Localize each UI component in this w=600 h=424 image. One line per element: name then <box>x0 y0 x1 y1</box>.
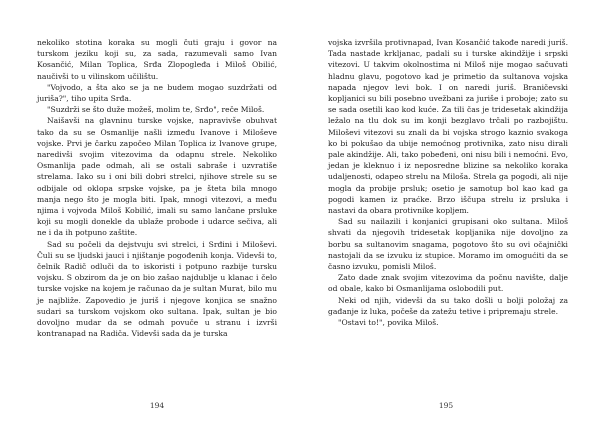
paragraph: "Suzdrži se što duže možeš, molim te, Srđo", reče Miloš. <box>47 105 265 115</box>
paragraph: "Vojvodo, a šta ako se ja ne budem mogao suzdržati od juriša?", tiho upita Srđa. <box>37 82 277 104</box>
page-number-left: 194 <box>149 401 165 410</box>
paragraph: Sad su nailazili i konjanici grupisani oko sultana. Miloš shvati da njegovih tridesetak kopljanika nije dovoljno za borbu sa sultanovim snagama, pogotovo što su ovi očajnički nastojali da se izvuku iz stupice. Moramo im omogućiti da se časno izvuku, pomisli Miloš. <box>328 217 568 272</box>
paragraph: vojska izvršila protivnapad, Ivan Kosančić takođe naredi juriš. Tada nastade krkljanac, padali su i turske akindžije i srpski vitezovi. U takvim okolnostima ni Miloš nije mogao sačuvati hladnu glavu, pogotovo kad je primetio da sultanova vojska napada njegov levi bok. I on naredi juriš. Braničevski kopljanici su bili posebno uvežbani za juriše i proboje; zato su se sada osetili kao kod kuće. Za tili čas je tridesetak akindžija ležalo na tlu dok su im konji bezglavo trčali po razbojištu. Miloševi vitezovi su znali da bi vojska strogo kaznio svakoga ko bi pokušao da ubije nemoćnog protivnika, zato nisu dirali pale akindžije. Ali, tako pobeđeni, oni nisu bili i nemoćni. Evo, jedan je kleknuo i iz neposredne blizine sa nekoliko koraka udaljenosti, odapeo strelu na Miloša. Strela ga pogodi, ali nije mogla da probije prsluk; osetio je samotup bol kao kad ga pogodi kamen iz praćke. Brzo iščupa strelu iz prsluka i nastavi da obara protivnike kopljem. <box>328 38 568 216</box>
paragraph: "Ostavi to!", povika Miloš. <box>338 318 439 328</box>
page-number-right: 195 <box>438 401 454 410</box>
paragraph: Neki od njih, videvši da su tako došli u bolji položaj za gađanje iz luka, počeše da zatežu tetive i pripremaju strele. <box>328 295 568 316</box>
paragraph: nekoliko stotina koraka su mogli čuti graju i govor na turskom jeziku koji su, za sada, razumevali samo Ivan Kosančić, Milan Toplica, Srđa Zlopogleđa i Miloš Obilić, naučivši to u vilinskom učilištu. <box>37 38 277 81</box>
paragraph: Naišavši na glavninu turske vojske, napravivše obuhvat tako da su se Osmanlije našli između Ivanove i Miloševe vojske. Prvi je čarku započeo Milan Toplica iz Ivanove grupe, naredivši svojim vitezovima da odapnu strele. Nekoliko Osmanlija pade odmah, ali se ostali sabraše i uzvratiše strelama. Iako su i oni bili dobri strelci, njihove strele su se odbijale od oklopa srpske vojske, pa je šteta bila mnogo manja nego što je mogla biti. Ipak, mnogi vitezovi, a među njima i vojvoda Miloš Kobilić, imali su samo lančane prsluke koji su mogli donekle da ublaže probode i udarce sečiva, ali ne i da ih potpuno zaštite. <box>37 116 277 238</box>
right-page <box>328 37 568 328</box>
paragraph: Zato dade znak svojim vitezovima da počnu navište, dalje od obale, kako bi Osmanlijama oslobodili put. <box>328 273 568 294</box>
paragraph: Sad su počeli da dejstvuju svi strelci, i Srđini i Miloševi. Čuli su se ljudski jauci i njištanje pogođenih konja. Videvši to, čelnik Radič odluči da to iskoristi i potpuno razbije tursku vojsku. S obzirom da je on bio zašao najdublje u klanac i čelo turske vojske na kojem je računao da je sultan Murat, bilo mu je najbliže. Zapovedio je juriš i njegove konjica se snažno sudari sa turskom vojskom oko sultana. Ipak, sultan je bio dovoljno mudar da se odmah povuče u stranu i izvrši kontranapad na Radiča. Videvši sada da je turska <box>37 239 277 339</box>
left-page <box>37 37 277 339</box>
